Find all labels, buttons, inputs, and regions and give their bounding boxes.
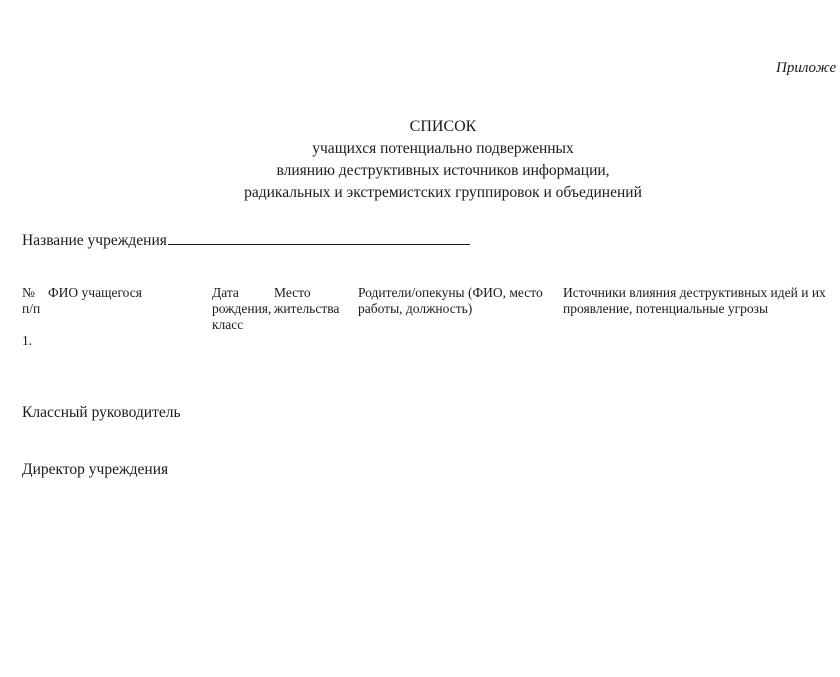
column-header-birth-date-line3: класс — [212, 317, 244, 332]
column-header-influence-sources-line2: проявление, потенциальные угрозы — [563, 301, 769, 316]
subtitle-line-2: влиянию деструктивных источников информации, — [276, 162, 610, 179]
institution-blank-line[interactable] — [168, 230, 470, 245]
column-header-parents-line2: работы, должность) — [358, 301, 473, 316]
column-header-influence-sources — [563, 285, 826, 317]
column-header-birth-date — [212, 285, 271, 333]
column-header-parents — [358, 285, 543, 317]
document-title: СПИСОК — [409, 118, 477, 135]
column-header-number — [22, 285, 40, 317]
director-signature: Директор учреждения — [22, 461, 169, 478]
table-row-number: 1. — [22, 333, 33, 348]
institution-field — [22, 230, 470, 250]
column-header-birth-date-line1: Дата — [212, 285, 239, 300]
column-header-residence — [274, 285, 339, 317]
column-header-full-name — [48, 285, 142, 301]
column-header-number-line1: № — [22, 285, 35, 300]
subtitle-line-3: радикальных и экстремистских группировок и объединений — [244, 184, 642, 201]
column-header-influence-sources-line1: Источники влияния деструктивных идей и их — [563, 285, 826, 300]
column-header-full-name-line1: ФИО учащегося — [48, 285, 142, 300]
document-title-block — [180, 116, 706, 204]
column-header-parents-line1: Родители/опекуны (ФИО, место — [358, 285, 543, 300]
subtitle-line-1: учащихся потенциально подверженных — [312, 140, 574, 157]
column-header-number-line2: п/п — [22, 301, 41, 316]
column-header-residence-line2: жительства — [274, 301, 340, 316]
institution-label: Название учреждения — [22, 232, 167, 249]
column-header-residence-line1: Место — [274, 285, 311, 300]
column-header-birth-date-line2: рождения, — [212, 301, 272, 316]
class-teacher-signature: Классный руководитель — [22, 404, 181, 421]
appendix-label: Приложе — [776, 60, 837, 76]
